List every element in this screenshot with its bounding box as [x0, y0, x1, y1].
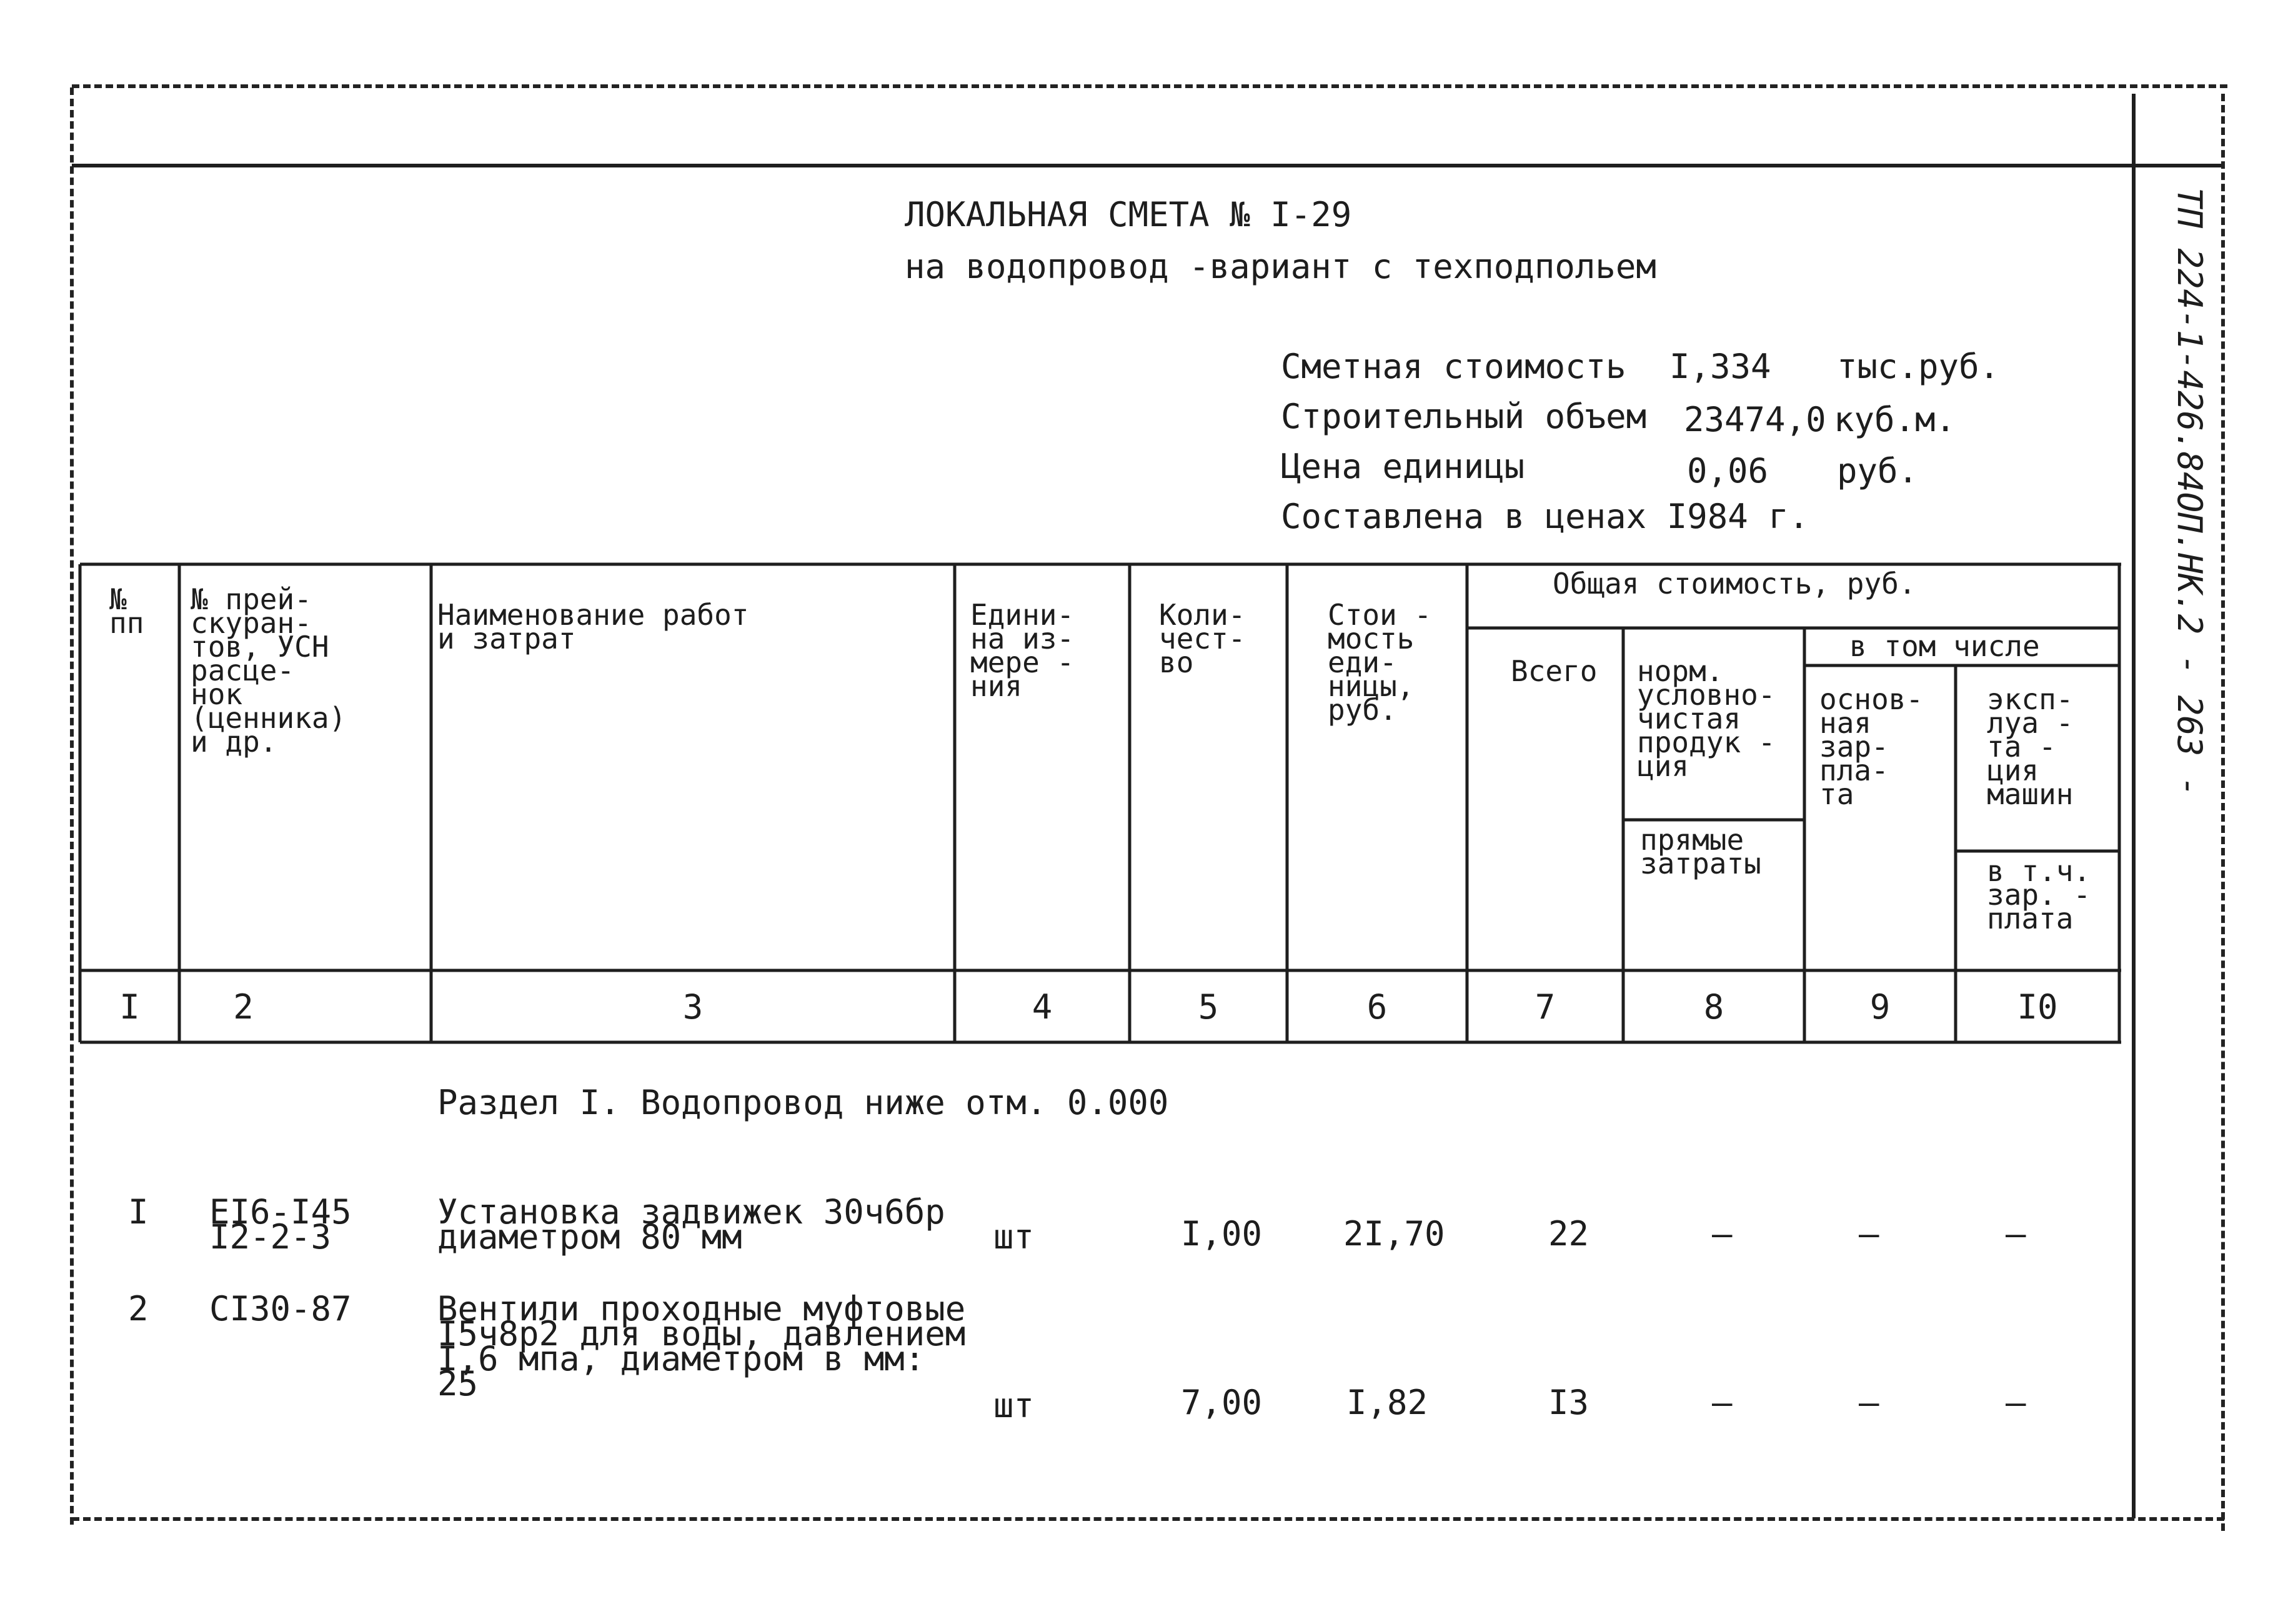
row2-number: 2: [128, 1289, 149, 1328]
prices-note: Составлена в ценах I984 г.: [1281, 497, 1809, 536]
col-number-3: 3: [682, 987, 704, 1027]
row1-code: EI6-I45 I2-2-3: [209, 1192, 352, 1257]
header-total: Всего: [1511, 654, 1598, 688]
meta-unit-cost: тыс.руб.: [1837, 347, 2000, 386]
header-net-production: норм. условно- чистая продук - ция: [1637, 654, 1776, 783]
meta-label-volume: Строительный объем: [1281, 397, 1647, 436]
row1-unit: шт: [993, 1217, 1035, 1257]
row1-number: I: [128, 1192, 149, 1232]
header-total-cost: Общая стоимость, руб.: [1553, 567, 1916, 600]
row1-quantity: I,00: [1181, 1214, 1263, 1253]
row1-total: 22: [1548, 1214, 1589, 1253]
row1-unit-price: 2I,70: [1343, 1214, 1445, 1253]
row2-col8: –: [1712, 1383, 1733, 1422]
row2-unit: шт: [993, 1386, 1035, 1425]
col-number-2: 2: [233, 987, 254, 1027]
row2-quantity: 7,00: [1181, 1383, 1263, 1422]
section-heading: Раздел I. Водопровод ниже отм. 0.000: [437, 1083, 1169, 1122]
meta-value-cost: I,334: [1669, 347, 1771, 386]
col-number-4: 4: [1032, 987, 1053, 1027]
col-number-5: 5: [1198, 987, 1219, 1027]
row2-name: Вентили проходные муфтовые I5ч8р2 для воды, давлением I,6 мпа, диаметром в мм: 25: [437, 1289, 966, 1403]
meta-value-volume: 23474,0: [1684, 400, 1826, 439]
meta-label-cost: Сметная стоимость: [1281, 347, 1626, 386]
col-number-10: I0: [2017, 987, 2058, 1027]
header-including: в том числе: [1849, 629, 2040, 663]
meta-label-unit-price: Цена единицы: [1281, 447, 1525, 486]
header-unit-cost: Стои - мость еди- ницы, руб.: [1328, 598, 1432, 727]
row1-col8: –: [1712, 1214, 1733, 1253]
row1-col9: –: [1859, 1214, 1879, 1253]
row2-total: I3: [1548, 1383, 1589, 1422]
row1-col10: –: [2006, 1214, 2026, 1253]
col-number-9: 9: [1869, 987, 1891, 1027]
header-quantity: Коли- чест- во: [1159, 598, 1246, 679]
row1-name: Установка задвижек 30ч6бр диаметром 80 мм: [437, 1192, 945, 1257]
meta-value-unit-price: 0,06: [1687, 451, 1769, 491]
side-code-text: ТП 224-1-426.84ОП.НК.2 - 263 -: [2170, 187, 2209, 797]
col-number-6: 6: [1366, 987, 1388, 1027]
row2-code: CI30-87: [209, 1289, 352, 1328]
row2-col10: –: [2006, 1383, 2026, 1422]
col-number-7: 7: [1534, 987, 1556, 1027]
header-unit: Едини- на из- мере - ния: [970, 598, 1075, 703]
meta-unit-volume: куб.м.: [1834, 400, 1956, 439]
header-base-salary: основ- ная зар- пла- та: [1819, 682, 1924, 811]
row2-unit-price: I,82: [1346, 1383, 1428, 1422]
header-direct-costs: прямые затраты: [1640, 823, 1761, 880]
col-number-1: I: [119, 987, 140, 1027]
col-number-8: 8: [1703, 987, 1724, 1027]
header-machine-operation: эксп- луа - та - ция машин: [1987, 682, 2074, 811]
header-price-list-code: № прей- скуран- тов, УСН расце- нок (ценника) и др.: [191, 582, 347, 759]
header-machine-salary: в т.ч. зар. - плата: [1987, 854, 2091, 935]
document-title: ЛОКАЛЬНАЯ СМЕТА № I-29: [905, 195, 1352, 234]
header-row-number: № пп: [109, 582, 144, 640]
document-subtitle: на водопровод -вариант с техподпольем: [905, 247, 1656, 286]
row2-col9: –: [1859, 1383, 1879, 1422]
header-work-name: Наименование работ и затрат: [437, 598, 749, 655]
meta-unit-unit-price: руб.: [1837, 451, 1919, 491]
